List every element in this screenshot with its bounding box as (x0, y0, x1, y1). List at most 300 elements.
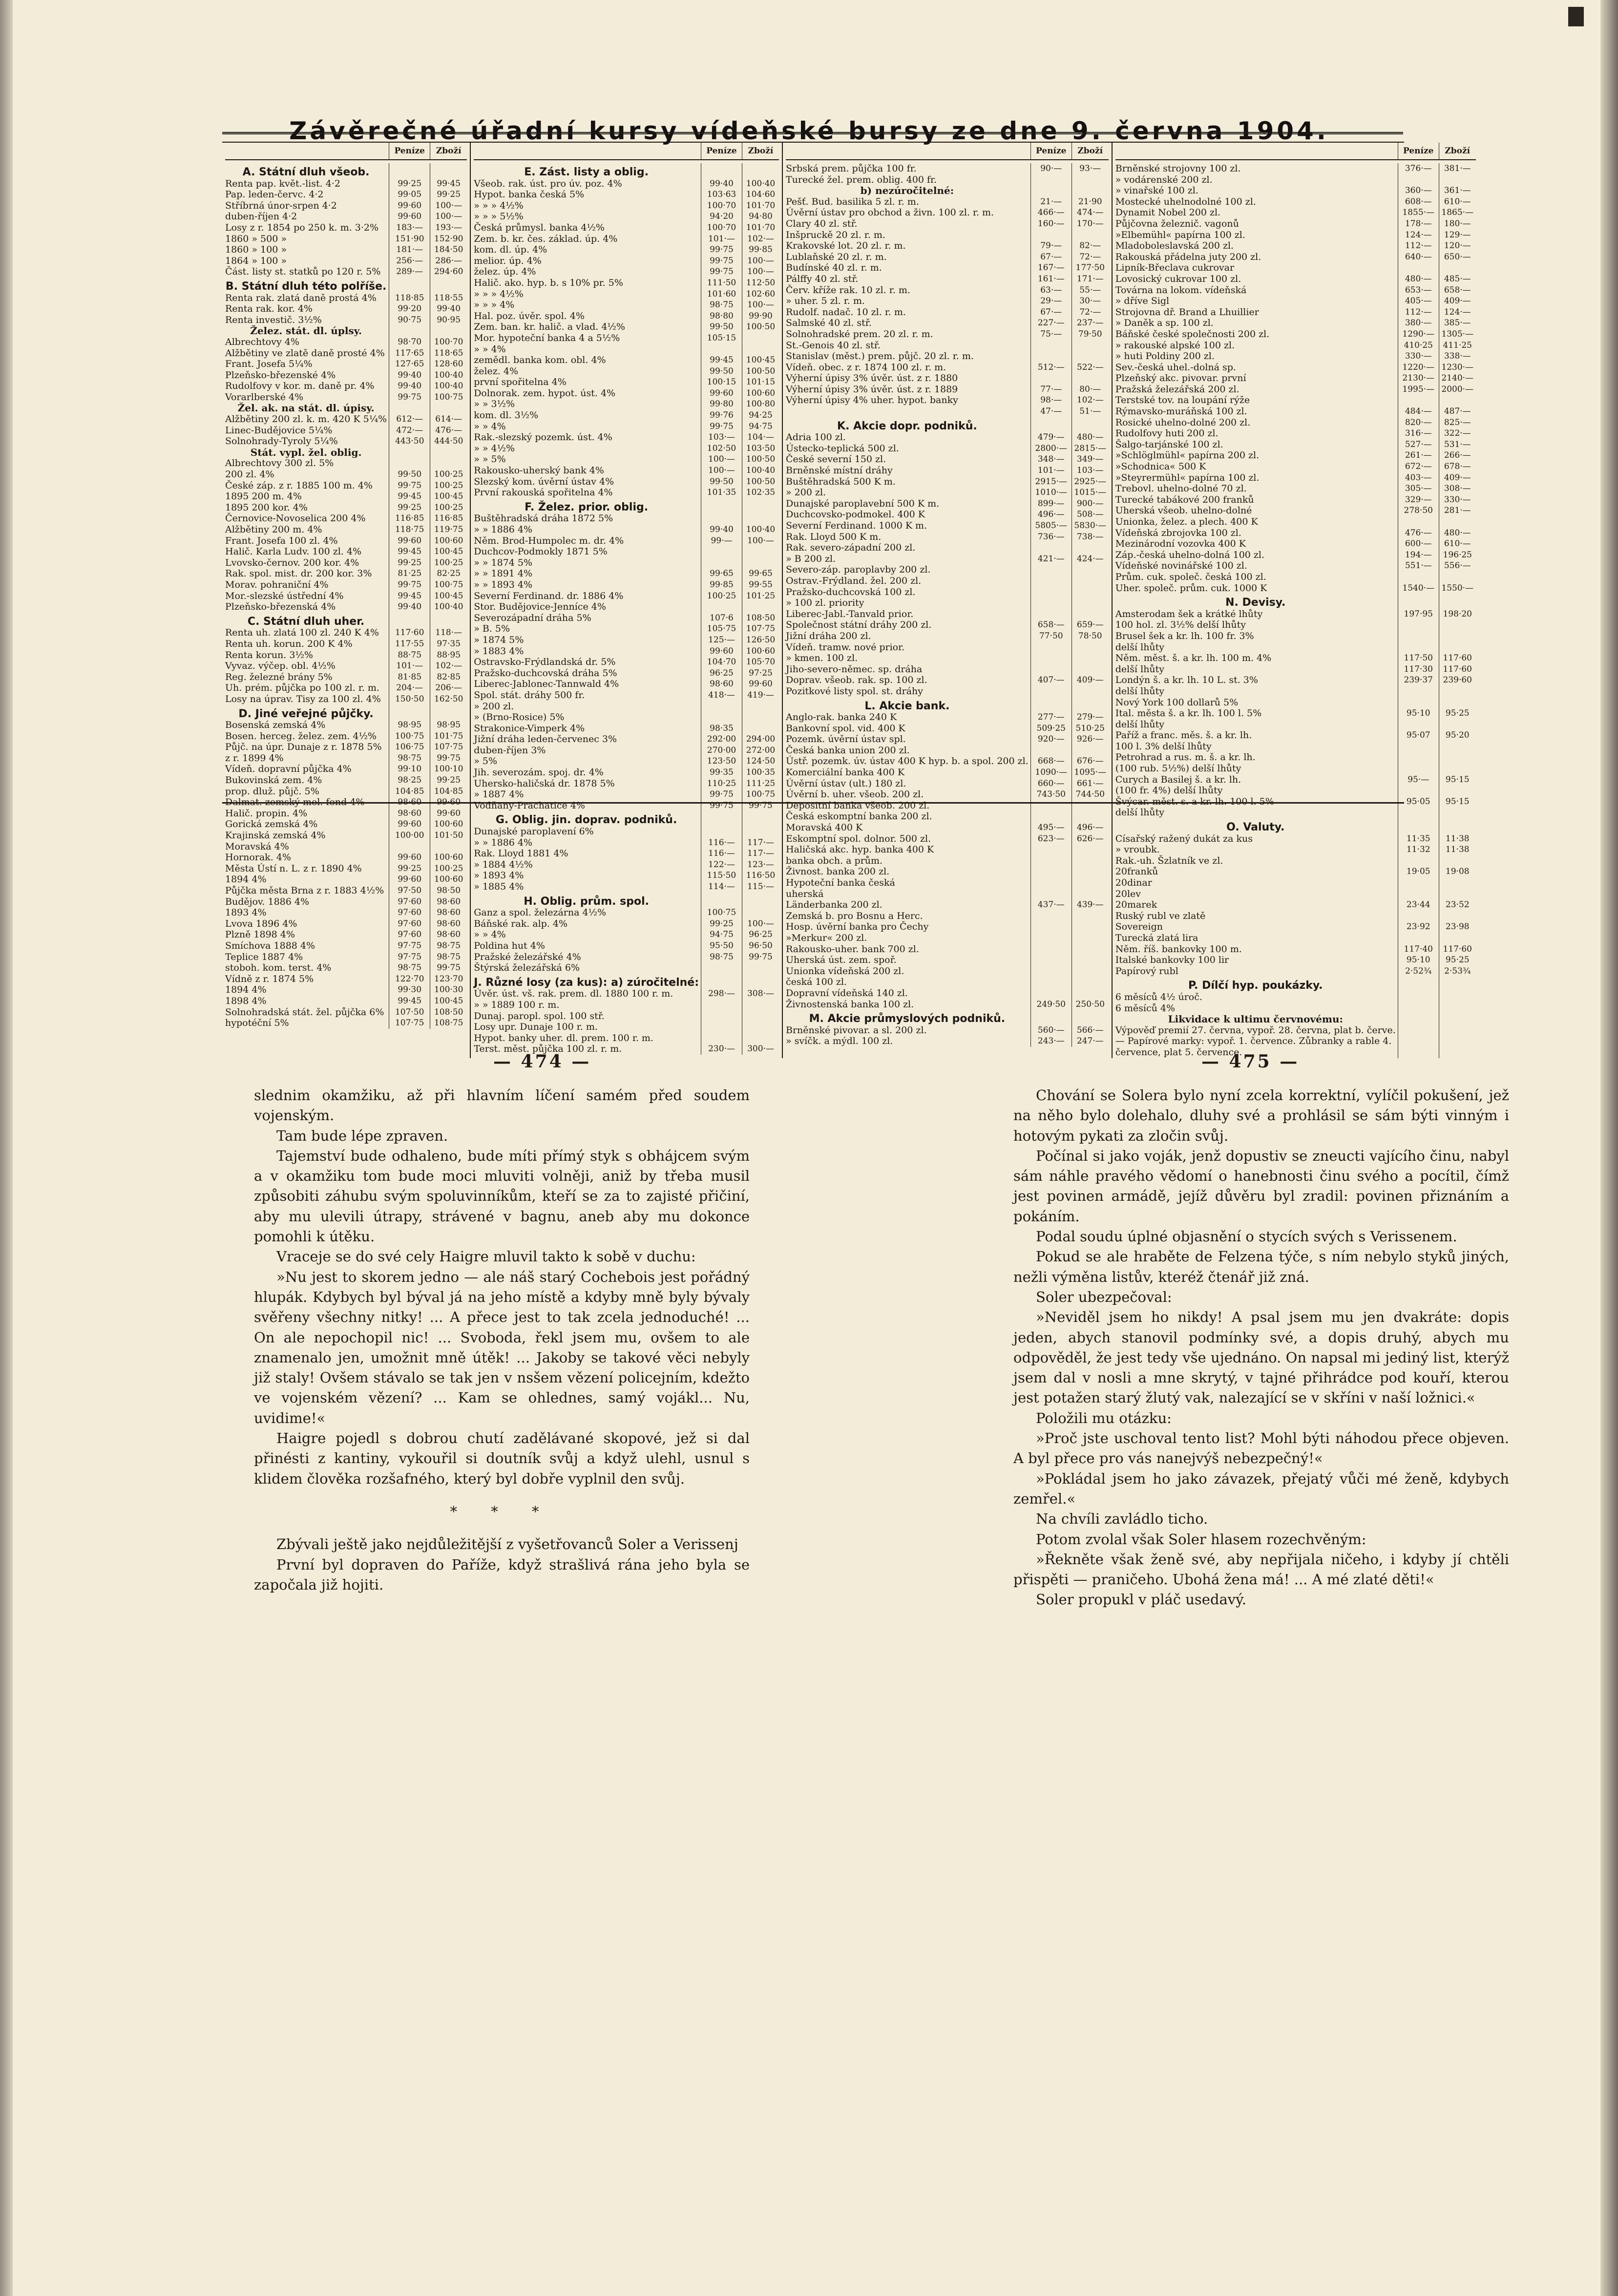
money-price: 99·60 (389, 874, 430, 885)
goods-price: 556·— (1439, 560, 1476, 572)
money-price: 122·70 (389, 974, 430, 985)
goods-price: 126·50 (742, 635, 779, 646)
security-name: Mezinárodní vozovka 400 K (1115, 538, 1246, 550)
money-price: 99·40 (389, 381, 430, 392)
money-price: 99·75 (701, 255, 742, 267)
goods-price: 1095·— (1072, 767, 1109, 778)
goods-price: 124·— (1439, 307, 1476, 318)
security-name: Jižní dráha leden-červenec 3% (474, 734, 617, 745)
goods-price: 117·60 (1439, 653, 1476, 664)
quote-row (1115, 362, 1476, 373)
security-name: » » » 4½% (474, 288, 524, 299)
money-price: 99·45 (701, 355, 742, 366)
quote-row (1115, 384, 1476, 395)
goods-price (742, 907, 779, 918)
goods-price: 100·50 (742, 321, 779, 333)
quote-row (474, 789, 779, 800)
security-name: Lublaňské 20 zl. r. m. (786, 251, 887, 262)
goods-price: 566·— (1072, 1025, 1109, 1036)
goods-price: 107·75 (430, 742, 467, 753)
goods-price: 650·— (1439, 252, 1476, 263)
money-price: 100·— (701, 454, 742, 465)
quote-row (786, 318, 1109, 329)
goods-price: 100·45 (430, 591, 467, 602)
quote-row (786, 911, 1109, 922)
security-name: Solnohrady-Tyroly 5¼% (225, 436, 338, 447)
security-name: Strojovna dř. Brand a Lhuillier (1115, 306, 1259, 318)
security-name: » Daněk a sp. 100 zl. (1115, 318, 1214, 329)
header-goods: Zboží (1072, 143, 1109, 159)
security-name: Ostrav.-Frýdland. žel. 200 zl. (786, 575, 922, 586)
goods-price: 409·— (1439, 472, 1476, 484)
quote-row (1115, 642, 1476, 653)
goods-price: 119·75 (430, 524, 467, 535)
money-price: 90·75 (389, 315, 430, 326)
goods-price (742, 601, 779, 613)
money-price: 99·25 (389, 502, 430, 513)
goods-price (1072, 955, 1109, 966)
goods-price: 100·— (742, 299, 779, 311)
security-name: 1898 4% (225, 995, 267, 1006)
quote-row (474, 635, 779, 646)
goods-price: 101·15 (742, 377, 779, 388)
quote-row (1115, 285, 1476, 296)
goods-price: 338·— (1439, 351, 1476, 362)
goods-price: 117·— (742, 837, 779, 849)
money-price: 672·— (1398, 461, 1439, 472)
quote-row (1115, 833, 1476, 845)
security-name: Turecké tabákové 200 franků (1115, 494, 1254, 505)
story-paragraph: Chování se Solera bylo nyní zcela korrektní, vylíčil pokušení, jež na něho bylo dolehalo, dluhy své a prohlásil se sám býti vinným i hotovým pykati za zločin svůj. (1013, 1087, 1509, 1144)
quote-row (1115, 741, 1476, 752)
column-rows (225, 160, 467, 1029)
money-price (389, 163, 430, 178)
money-price: 653·— (1398, 285, 1439, 296)
goods-price: 5830·— (1072, 520, 1109, 531)
quote-row (474, 859, 779, 871)
story-paragraph: »Nu jest to skorem jedno — ale náš starý Cochebois jest pořádný hlupák. Kdybych byl býval já na jeho místě a kdyby mně byly bývaly svěřeny všechny nitky! ... A přece jest to tak zcela jednoduché! ... On ale nepochopil nic! ... Svoboda, řekl jsem mu, ovšem to ale znamenalo jen, umožnit mně útěk! ... Jakoby se takové věci nebyly již staly! Ovšem stávalo se tak jen v nsšem vězení policejním, kdežto ve vojenském vězení? ... Kam se ohlednes, samý vojákl... Nu, uvidime!« (254, 1268, 750, 1426)
money-price (1030, 745, 1072, 756)
money-price: 243·— (1030, 1036, 1072, 1047)
goods-price: 170·— (1072, 218, 1109, 230)
quote-row (1115, 708, 1476, 719)
goods-price: 1865·— (1439, 207, 1476, 218)
security-name: G. Oblig. jin. doprav. podniků. (495, 814, 677, 827)
quote-row (225, 178, 467, 190)
story-text-right (1013, 1085, 1509, 1610)
quote-row (786, 977, 1109, 988)
goods-price (1439, 174, 1476, 186)
section-heading (786, 697, 1109, 712)
security-name: Pražská železářská 200 zl. (1115, 383, 1240, 395)
quote-row (474, 289, 779, 300)
goods-price: 419·— (742, 690, 779, 701)
goods-price: 78·50 (1072, 631, 1109, 642)
goods-price (1072, 977, 1109, 988)
security-name: Depositní banka všeob. 200 zl. (786, 800, 930, 811)
security-name: Lvovsko-černov. 200 kor. 4% (225, 557, 359, 568)
section-heading (474, 893, 779, 908)
security-name: Lvova 1896 4% (225, 918, 297, 929)
money-price: 94·20 (701, 211, 742, 222)
quote-row (1115, 218, 1476, 230)
goods-price: 115·— (742, 881, 779, 893)
goods-price: 88·95 (430, 650, 467, 661)
goods-price: 11·38 (1439, 833, 1476, 845)
quote-row (225, 293, 467, 304)
scan-border-right (1600, 0, 1618, 2296)
goods-price: 99·75 (430, 753, 467, 764)
security-name: 6 měsíců 4% (1115, 1002, 1176, 1014)
money-price: 348·— (1030, 454, 1072, 465)
goods-price: 100·25 (430, 502, 467, 513)
money-price (1398, 818, 1439, 833)
money-price: 405·— (1398, 296, 1439, 307)
story-paragraph: Na chvíli zavládlo ticho. (1036, 1510, 1208, 1528)
quote-row (786, 745, 1109, 756)
quote-row (1115, 992, 1476, 1003)
security-name: — Papírové marky: vypoř. 1. července. Zůbranky a rable 4. (1115, 1036, 1392, 1047)
quote-row (225, 392, 467, 403)
security-name: Pražsko-duchcovská dráha 5% (474, 667, 617, 679)
money-price: 98·35 (701, 723, 742, 734)
money-price: 63·— (1030, 285, 1072, 296)
quote-row (786, 520, 1109, 531)
quote-row (225, 940, 467, 952)
security-name: Zem. ban. kr. halič. a vlad. 4½% (474, 321, 625, 333)
goods-price: 100·60 (430, 819, 467, 830)
quote-row (786, 252, 1109, 263)
money-price: 21·— (1030, 196, 1072, 208)
money-price: 125·— (701, 635, 742, 646)
security-name: Unionka, želez. a plech. 400 K (1115, 516, 1258, 527)
security-name: Jižní dráha 200 zl. (786, 630, 871, 641)
goods-price: 281·— (1439, 505, 1476, 516)
security-name: Plzeňsko-březenské 4% (225, 369, 336, 381)
money-price (1030, 800, 1072, 811)
goods-price (1072, 966, 1109, 977)
money-price (1030, 417, 1072, 432)
quote-row (786, 542, 1109, 553)
goods-price: 117·60 (1439, 944, 1476, 955)
security-name: duben-říjen 4·2 (225, 211, 297, 222)
quote-row (225, 255, 467, 267)
goods-price: 108·50 (430, 1007, 467, 1018)
money-price: 600·— (1398, 538, 1439, 550)
money-price: 112·— (1398, 307, 1439, 318)
quote-row (474, 870, 779, 881)
security-name: Půjčka města Brna z r. 1883 4½% (225, 885, 384, 896)
money-price (1030, 955, 1072, 966)
security-name: Gorická zemská 4% (225, 819, 318, 830)
security-name: Něm. měst. š. a kr. lh. 100 m. 4% (1115, 653, 1272, 664)
quote-row (225, 381, 467, 392)
security-name: » dříve Sigl (1115, 296, 1170, 307)
security-name: Vídně z r. 1874 5% (225, 973, 314, 984)
security-name: » 1874 5% (474, 634, 524, 645)
goods-price: 21·90 (1072, 196, 1109, 208)
money-price: 99·65 (701, 568, 742, 579)
money-price (1398, 642, 1439, 653)
money-price: 160·— (1030, 218, 1072, 230)
quote-row (786, 296, 1109, 307)
money-price: 116·85 (389, 513, 430, 524)
money-price: 95·05 (1398, 796, 1439, 808)
quote-row (1115, 1003, 1476, 1014)
quote-row (1115, 785, 1476, 796)
goods-price (1439, 807, 1476, 818)
money-price: 476·— (1398, 528, 1439, 539)
money-price: 418·— (701, 690, 742, 701)
goods-price: 825·— (1439, 417, 1476, 428)
goods-price: 100·80 (742, 399, 779, 410)
money-price: 2915·— (1030, 476, 1072, 488)
goods-price: 294·60 (430, 266, 467, 277)
quote-row (786, 351, 1109, 362)
section-heading (225, 163, 467, 178)
goods-price (1072, 340, 1109, 351)
goods-price: 98·95 (430, 720, 467, 731)
goods-price (1439, 855, 1476, 867)
money-price (1030, 542, 1072, 553)
quote-row (786, 531, 1109, 543)
money-price: 660·— (1030, 778, 1072, 789)
quote-row (474, 421, 779, 432)
money-price: 99·60 (701, 388, 742, 399)
money-price (1398, 395, 1439, 406)
goods-price: 480·— (1439, 528, 1476, 539)
quote-row (786, 564, 1109, 575)
security-name: Bukovinská zem. 4% (225, 775, 322, 786)
goods-price (1439, 642, 1476, 653)
quote-row (1115, 955, 1476, 966)
quote-row (1115, 1036, 1476, 1047)
goods-price: 99·40 (430, 303, 467, 315)
money-price (1030, 174, 1072, 186)
money-price: 98·60 (389, 797, 430, 808)
money-price: 101·35 (701, 487, 742, 498)
quote-row (1115, 550, 1476, 561)
goods-price: 239·60 (1439, 675, 1476, 686)
quote-row (225, 753, 467, 764)
money-price: 99·76 (701, 410, 742, 421)
goods-price: 117·— (742, 848, 779, 859)
quote-row (225, 650, 467, 661)
goods-price (1439, 719, 1476, 730)
quote-row (786, 587, 1109, 598)
quote-row (474, 546, 779, 557)
section-separator: * * * (450, 1503, 554, 1520)
security-name: Úvěrní ústav pro obchod a živn. 100 zl. r. m. (786, 207, 994, 218)
goods-price: 100·40 (742, 524, 779, 535)
security-name: delší lhůty (1115, 719, 1165, 730)
quote-row (225, 222, 467, 234)
money-price (1030, 944, 1072, 955)
money-price: 608·— (1398, 196, 1439, 208)
quote-row (225, 480, 467, 491)
goods-price (430, 705, 467, 720)
quote-row (786, 921, 1109, 933)
goods-price (742, 962, 779, 974)
quote-row (786, 174, 1109, 186)
goods-price (742, 701, 779, 712)
money-price: 107·50 (389, 1007, 430, 1018)
security-name: Rak.-uh. Šzlatník ve zl. (1115, 855, 1223, 866)
quote-row (786, 756, 1109, 767)
goods-price (742, 974, 779, 989)
security-name (786, 406, 1030, 417)
quote-row (225, 896, 467, 908)
security-name: Pozemk. úvěrní ústav spl. (786, 734, 906, 745)
money-price (1398, 1036, 1439, 1047)
security-name: Krajinská zemská 4% (225, 830, 326, 841)
security-name: B. Státní dluh této polříše. (225, 280, 387, 293)
goods-price: 100·70 (430, 337, 467, 348)
goods-price (430, 447, 467, 458)
quote-row (474, 613, 779, 624)
money-price: 102·50 (701, 443, 742, 454)
goods-price (742, 163, 779, 178)
security-name: Rakousko-uher. bank 700 zl. (786, 943, 919, 955)
quote-row (474, 557, 779, 569)
goods-price: 614·— (430, 414, 467, 425)
security-name: Smíchova 1888 4% (225, 940, 315, 951)
quote-row (786, 218, 1109, 230)
goods-price: 99·25 (430, 189, 467, 200)
security-name: duben-říjen 3% (474, 744, 546, 756)
goods-price: 100·75 (430, 392, 467, 403)
money-price: 105·15 (701, 333, 742, 344)
money-price: 77·50 (1030, 631, 1072, 642)
security-name: Renta investič. 3½% (225, 314, 322, 325)
security-name: uherská (786, 888, 824, 899)
goods-price (1072, 697, 1109, 712)
goods-price: 100·25 (430, 557, 467, 569)
goods-price: 659·— (1072, 619, 1109, 631)
goods-price: 108·75 (430, 1018, 467, 1029)
money-price: 95·50 (701, 940, 742, 952)
security-name: Dalmat. zemský mel. fond 4% (225, 797, 365, 808)
money-price: 97·60 (389, 929, 430, 940)
column-header (786, 143, 1109, 160)
goods-price (1072, 745, 1109, 756)
security-name: 1860 » 500 » (225, 233, 287, 244)
money-price: 99·45 (389, 591, 430, 602)
money-price: 99·75 (701, 421, 742, 432)
security-name: Bosenská zemská 4% (225, 720, 326, 731)
security-name: Šalgo-tarjánské 100 zl. (1115, 439, 1223, 450)
security-name: » huti Poldiny 200 zl. (1115, 351, 1215, 362)
goods-price (742, 893, 779, 908)
quote-row (474, 366, 779, 377)
money-price: 277·— (1030, 712, 1072, 723)
goods-price: 95·15 (1439, 796, 1476, 808)
security-name: D. Jiné veřejné půjčky. (238, 707, 374, 720)
quote-row (786, 822, 1109, 833)
goods-price: 266·— (1439, 450, 1476, 461)
money-price (1398, 741, 1439, 752)
money-price: 1855·— (1398, 207, 1439, 218)
money-price: 23·92 (1398, 921, 1439, 933)
goods-price: 120·— (1439, 240, 1476, 252)
goods-price: 101·70 (742, 200, 779, 212)
quote-row (225, 469, 467, 480)
goods-price (1439, 697, 1476, 708)
quote-row (1115, 583, 1476, 594)
money-price: 640·— (1398, 252, 1439, 263)
money-price (1398, 1003, 1439, 1014)
goods-price: 424·— (1072, 553, 1109, 565)
money-price (1030, 988, 1072, 999)
money-price: 103·63 (701, 189, 742, 200)
money-price: 256·— (389, 255, 430, 267)
goods-price (1072, 597, 1109, 609)
goods-price: 409·— (1439, 296, 1476, 307)
goods-price: 98·50 (430, 885, 467, 896)
money-price (701, 546, 742, 557)
quote-row (225, 852, 467, 863)
goods-price: 95·20 (1439, 730, 1476, 741)
money-price (1398, 977, 1439, 992)
quote-row (1115, 774, 1476, 786)
security-name: Mostecké uhelnodolné 100 zl. (1115, 196, 1256, 207)
quote-row (786, 642, 1109, 653)
quote-row (786, 230, 1109, 241)
quote-row (474, 668, 779, 679)
goods-price: 510·25 (1072, 723, 1109, 734)
goods-price: 1305·— (1439, 329, 1476, 340)
security-name: Solnohradská stát. žel. půjčka 6% (225, 1006, 384, 1018)
money-price (1398, 1014, 1439, 1025)
goods-price: 496·— (1072, 822, 1109, 833)
money-price: 403·— (1398, 472, 1439, 484)
quote-row (474, 734, 779, 745)
quote-row (225, 458, 467, 469)
security-name: O. Valuty. (1226, 821, 1285, 834)
security-name: Linec-Budějovice 5¼% (225, 425, 333, 436)
money-price (701, 811, 742, 826)
goods-price: 193·— (430, 222, 467, 234)
security-name: Papírový rubl (1115, 965, 1178, 977)
money-price (701, 1021, 742, 1033)
goods-price: 104·60 (742, 189, 779, 200)
goods-price: 99·60 (430, 808, 467, 819)
money-price: 111·50 (701, 277, 742, 289)
security-name: Plzně 1898 4% (225, 929, 295, 940)
goods-price: 105·70 (742, 657, 779, 668)
goods-price: 2140·— (1439, 373, 1476, 384)
money-price (1030, 697, 1072, 712)
security-name: Záp.-česká uhelno-dolná 100 zl. (1115, 549, 1265, 560)
quote-row (1115, 174, 1476, 186)
goods-price: 196·25 (1439, 550, 1476, 561)
quote-row (225, 808, 467, 819)
quote-row (1115, 196, 1476, 208)
security-name: Dunajské paroplavení 6% (474, 826, 594, 837)
security-name: Uh. prém. půjčka po 100 zl. r. m. (225, 682, 379, 694)
money-price: 98·— (1030, 395, 1072, 406)
money-price: 509·25 (1030, 723, 1072, 734)
goods-price: 100·25 (430, 480, 467, 491)
goods-price: 361·— (1439, 185, 1476, 196)
goods-price (1072, 988, 1109, 999)
security-name: Renta rak. zlatá daně prostá 4% (225, 292, 377, 303)
money-price (389, 403, 430, 414)
goods-price (1072, 587, 1109, 598)
money-price: 95·10 (1398, 955, 1439, 966)
quote-row (786, 944, 1109, 955)
security-name: Severo-záp. paroplavby 200 zl. (786, 564, 931, 575)
